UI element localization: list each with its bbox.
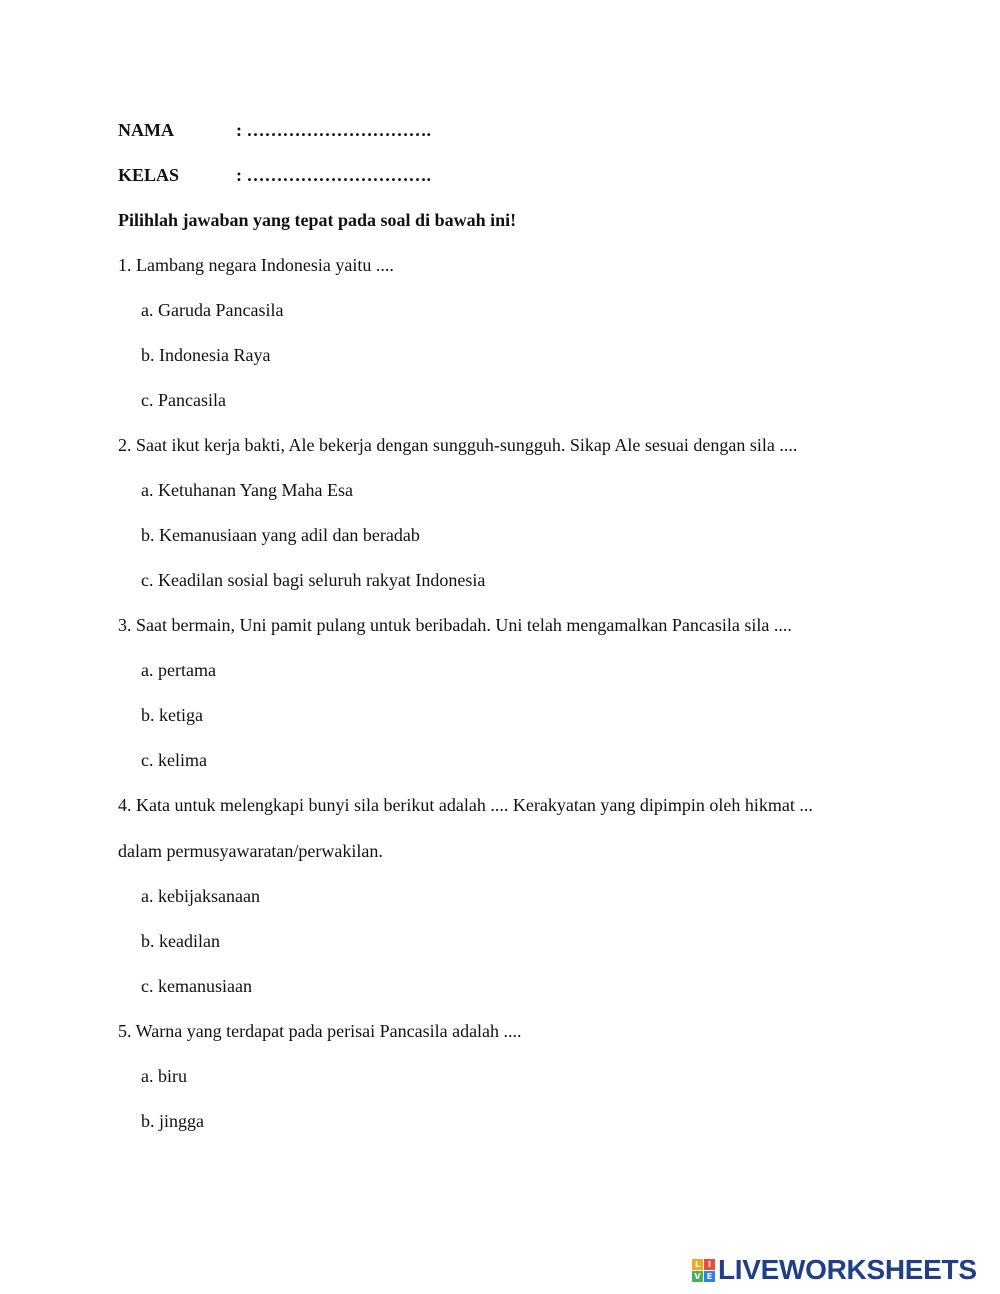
question-1: 1. Lambang negara Indonesia yaitu .... <box>118 255 394 275</box>
question-5: 5. Warna yang terdapat pada perisai Pancasila adalah .... <box>118 1021 522 1041</box>
question-2-option-a[interactable]: a. Ketuhanan Yang Maha Esa <box>141 480 353 500</box>
question-4-option-b[interactable]: b. keadilan <box>141 931 220 951</box>
name-label: NAMA <box>118 120 174 140</box>
instruction-text: Pilihlah jawaban yang tepat pada soal di bawah ini! <box>118 210 517 230</box>
question-5-option-a[interactable]: a. biru <box>141 1066 187 1086</box>
liveworksheets-logo-icon <box>692 1259 715 1282</box>
question-2-option-c[interactable]: c. Keadilan sosial bagi seluruh rakyat Indonesia <box>141 570 486 590</box>
question-1-option-b[interactable]: b. Indonesia Raya <box>141 345 271 365</box>
class-field <box>118 164 431 186</box>
question-3: 3. Saat bermain, Uni pamit pulang untuk beribadah. Uni telah mengamalkan Pancasila sila .... <box>118 615 792 635</box>
question-2: 2. Saat ikut kerja bakti, Ale bekerja dengan sungguh-sungguh. Sikap Ale sesuai dengan sila .... <box>118 435 798 455</box>
logo-letter-l: L <box>692 1259 703 1270</box>
question-5-option-b[interactable]: b. jingga <box>141 1111 204 1131</box>
question-4-option-a[interactable]: a. kebijaksanaan <box>141 886 260 906</box>
name-field <box>118 119 431 141</box>
question-1-option-c[interactable]: c. Pancasila <box>141 390 226 410</box>
class-blank: : …………………………. <box>236 165 431 185</box>
question-4: 4. Kata untuk melengkapi bunyi sila berikut adalah .... Kerakyatan yang dipimpin oleh hikmat ... <box>118 795 813 815</box>
name-blank: : …………………………. <box>236 120 431 140</box>
question-3-option-c[interactable]: c. kelima <box>141 750 207 770</box>
question-4-option-c[interactable]: c. kemanusiaan <box>141 976 252 996</box>
logo-letter-i: I <box>704 1259 715 1270</box>
question-3-option-a[interactable]: a. pertama <box>141 660 216 680</box>
question-4-continuation: dalam permusyawaratan/perwakilan. <box>118 841 383 861</box>
question-1-option-a[interactable]: a. Garuda Pancasila <box>141 300 284 320</box>
question-2-option-b[interactable]: b. Kemanusiaan yang adil dan beradab <box>141 525 420 545</box>
question-3-option-b[interactable]: b. ketiga <box>141 705 203 725</box>
brand-name: LIVEWORKSHEETS <box>718 1254 977 1285</box>
logo-letter-e: E <box>704 1271 715 1282</box>
liveworksheets-brand[interactable] <box>692 1254 977 1286</box>
logo-letter-v: V <box>692 1271 703 1282</box>
class-label: KELAS <box>118 165 180 185</box>
